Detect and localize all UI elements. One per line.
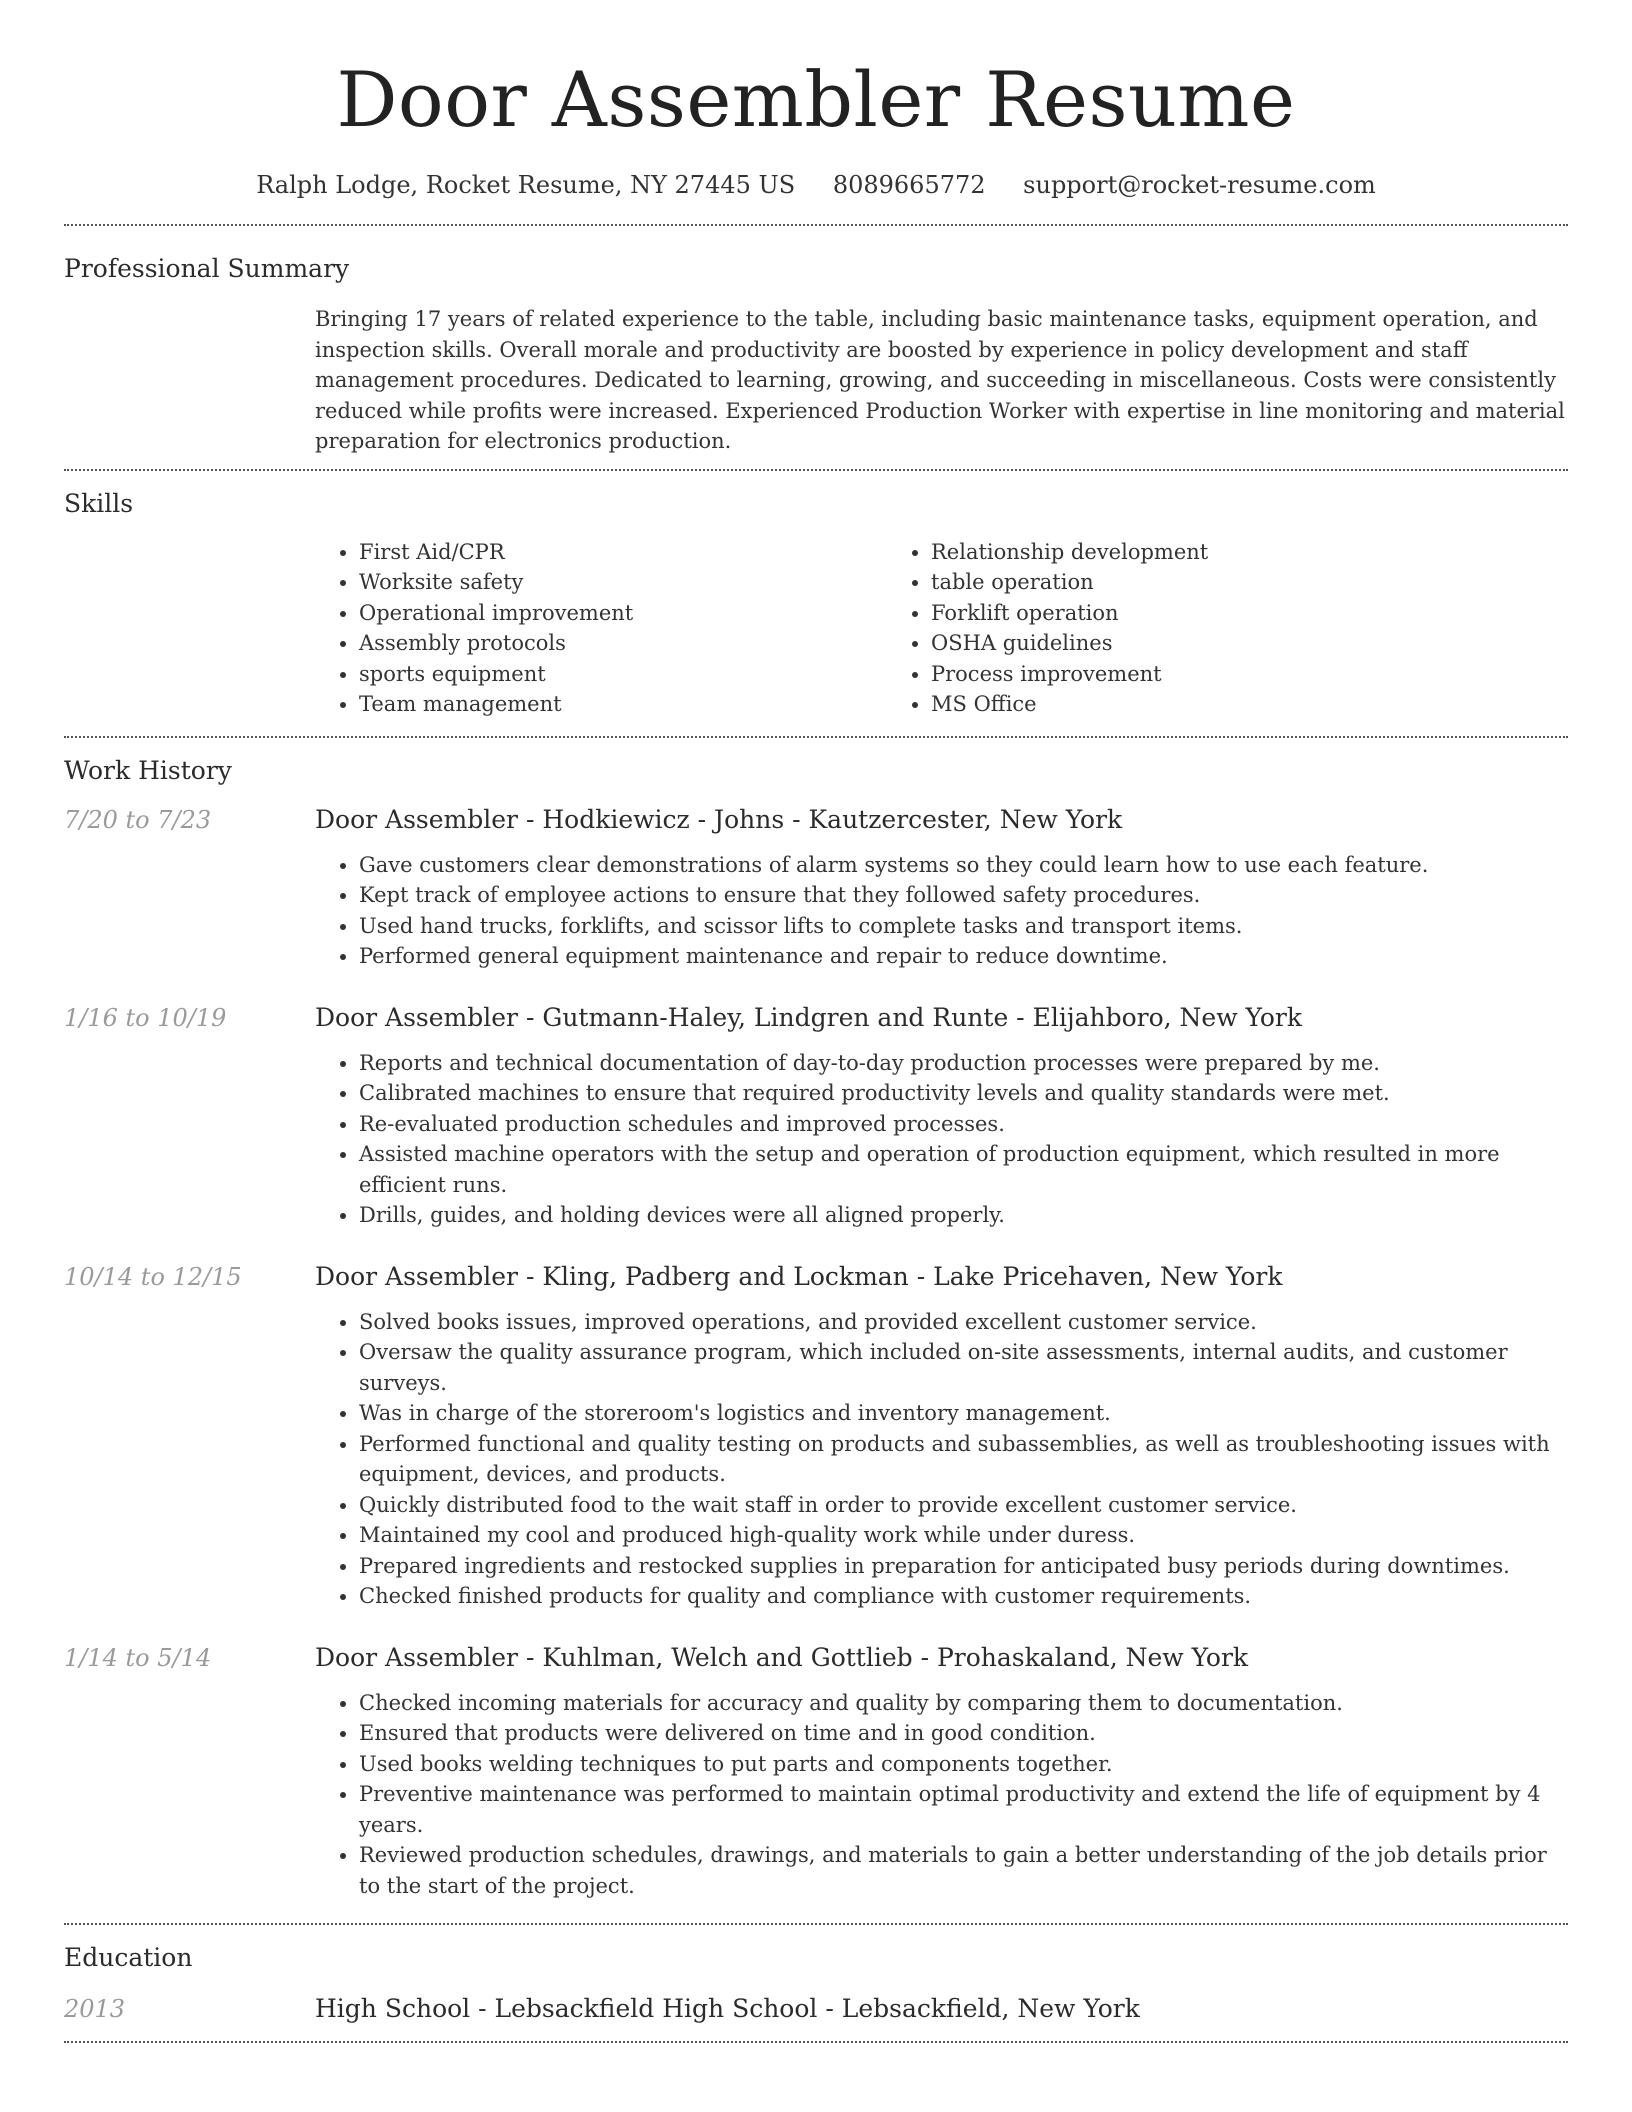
skill-item: • First Aid/CPR (359, 537, 887, 568)
skill-item: • MS Office (931, 689, 1208, 720)
job-bullet: • Assisted machine operators with the setup and operation of production equipment, which resulted in more efficient runs. (359, 1139, 1568, 1200)
job-details (315, 1261, 1568, 1612)
skill-item: • Forklift operation (931, 598, 1208, 629)
job-list (64, 786, 1568, 1902)
job-bullet: • Performed functional and quality testing on products and subassemblies, as well as troubleshooting issues with equipment, devices, and products. (359, 1429, 1568, 1490)
education-entry (64, 1973, 1568, 2041)
education-section (64, 1925, 1568, 2041)
work-history-section (64, 738, 1568, 1924)
job-entry (64, 972, 1568, 1231)
job-bullet: • Kept track of employee actions to ensure that they followed safety procedures. (359, 880, 1568, 911)
job-title: Door Assembler - Kuhlman, Welch and Gottlieb - Prohaskaland, New York (315, 1642, 1249, 1672)
skills-section (64, 471, 1568, 736)
job-title: Door Assembler - Kling, Padberg and Lockman - Lake Pricehaven, New York (315, 1261, 1283, 1291)
job-bullet: • Preventive maintenance was performed to maintain optimal productivity and extend the life of equipment by 4 years. (359, 1779, 1568, 1840)
job-bullet: • Performed general equipment maintenance and repair to reduce downtime. (359, 941, 1568, 972)
job-bullet: • Reviewed production schedules, drawings, and materials to gain a better understanding of the job details prior to the start of the project. (359, 1840, 1568, 1901)
skill-item: • table operation (931, 567, 1208, 598)
job-bullet: • Reports and technical documentation of day-to-day production processes were prepared by me. (359, 1048, 1568, 1079)
job-entry (64, 1231, 1568, 1612)
skill-item: • sports equipment (359, 659, 887, 690)
skills-list-right (887, 537, 1208, 720)
job-details (315, 1002, 1568, 1231)
job-dates: 7/20 to 7/23 (64, 805, 212, 834)
job-bullet-list (315, 850, 1568, 972)
section-heading-education: Education (64, 1943, 193, 1972)
education-list (64, 1973, 1568, 2041)
job-details (315, 1642, 1568, 1902)
summary-text: Bringing 17 years of related experience to the table, including basic maintenance tasks, equipment operation, and inspection skills. Overall morale and productivity are boosted by experience in policy development and staff management procedures. Dedicated to learning, growing, and succeeding in miscellaneous. Costs were consistently reduced while profits were increased. Experienced Production Worker with expertise in line monitoring and material preparation for electronics production. (315, 307, 1565, 453)
job-entry (64, 1612, 1568, 1902)
summary-section (64, 226, 1568, 469)
section-heading-work: Work History (64, 755, 232, 785)
job-bullet-list (315, 1048, 1568, 1231)
job-bullet: • Solved books issues, improved operations, and provided excellent customer service. (359, 1307, 1568, 1338)
skill-item: • Assembly protocols (359, 628, 887, 659)
job-bullet-list (315, 1688, 1568, 1902)
job-bullet: • Used hand trucks, forklifts, and scissor lifts to complete tasks and transport items. (359, 911, 1568, 942)
job-bullet: • Re-evaluated production schedules and improved processes. (359, 1109, 1568, 1140)
job-entry (64, 786, 1568, 972)
job-bullet: • Gave customers clear demonstrations of alarm systems so they could learn how to use each feature. (359, 850, 1568, 881)
skills-columns (315, 519, 1568, 736)
job-bullet: • Checked finished products for quality and compliance with customer requirements. (359, 1581, 1568, 1612)
job-bullet: • Was in charge of the storeroom's logistics and inventory management. (359, 1398, 1568, 1429)
job-bullet: • Maintained my cool and produced high-quality work while under duress. (359, 1520, 1568, 1551)
job-bullet: • Drills, guides, and holding devices were all aligned properly. (359, 1200, 1568, 1231)
job-bullet: • Quickly distributed food to the wait staff in order to provide excellent customer service. (359, 1490, 1568, 1521)
job-dates: 1/16 to 10/19 (64, 1003, 227, 1032)
divider (64, 2041, 1568, 2043)
job-bullet: • Used books welding techniques to put parts and components together. (359, 1749, 1568, 1780)
contact-line (64, 170, 1568, 200)
skills-list-left (315, 537, 887, 720)
job-bullet: • Ensured that products were delivered on time and in good condition. (359, 1718, 1568, 1749)
section-heading-summary: Professional Summary (64, 254, 350, 283)
job-bullet: • Checked incoming materials for accuracy and quality by comparing them to documentation. (359, 1688, 1568, 1719)
job-bullet: • Oversaw the quality assurance program, which included on-site assessments, internal audits, and customer surveys. (359, 1337, 1568, 1398)
education-details (315, 1993, 1568, 2025)
job-details (315, 804, 1568, 972)
education-year: 2013 (64, 1995, 126, 2023)
skill-item: • Team management (359, 689, 887, 720)
job-title: Door Assembler - Gutmann-Haley, Lindgren and Runte - Elijahboro, New York (315, 1002, 1303, 1032)
job-bullet-list (315, 1307, 1568, 1612)
contact-email: support@rocket-resume.com (1023, 171, 1376, 199)
skill-item: • Worksite safety (359, 567, 887, 598)
job-bullet: • Prepared ingredients and restocked supplies in preparation for anticipated busy periods during downtimes. (359, 1551, 1568, 1582)
section-heading-skills: Skills (64, 488, 134, 518)
job-dates: 10/14 to 12/15 (64, 1262, 242, 1291)
contact-address: Ralph Lodge, Rocket Resume, NY 27445 US (256, 171, 796, 199)
contact-phone: 8089665772 (832, 171, 986, 199)
education-title: High School - Lebsackfield High School - Lebsackfield, New York (315, 1994, 1140, 2023)
job-title: Door Assembler - Hodkiewicz - Johns - Kautzercester, New York (315, 804, 1123, 834)
resume-title: Door Assembler Resume (336, 55, 1296, 144)
job-dates: 1/14 to 5/14 (64, 1643, 212, 1672)
skill-item: • Relationship development (931, 537, 1208, 568)
job-bullet: • Calibrated machines to ensure that required productivity levels and quality standards were met. (359, 1078, 1568, 1109)
skill-item: • Operational improvement (359, 598, 887, 629)
skill-item: • Process improvement (931, 659, 1208, 690)
skill-item: • OSHA guidelines (931, 628, 1208, 659)
